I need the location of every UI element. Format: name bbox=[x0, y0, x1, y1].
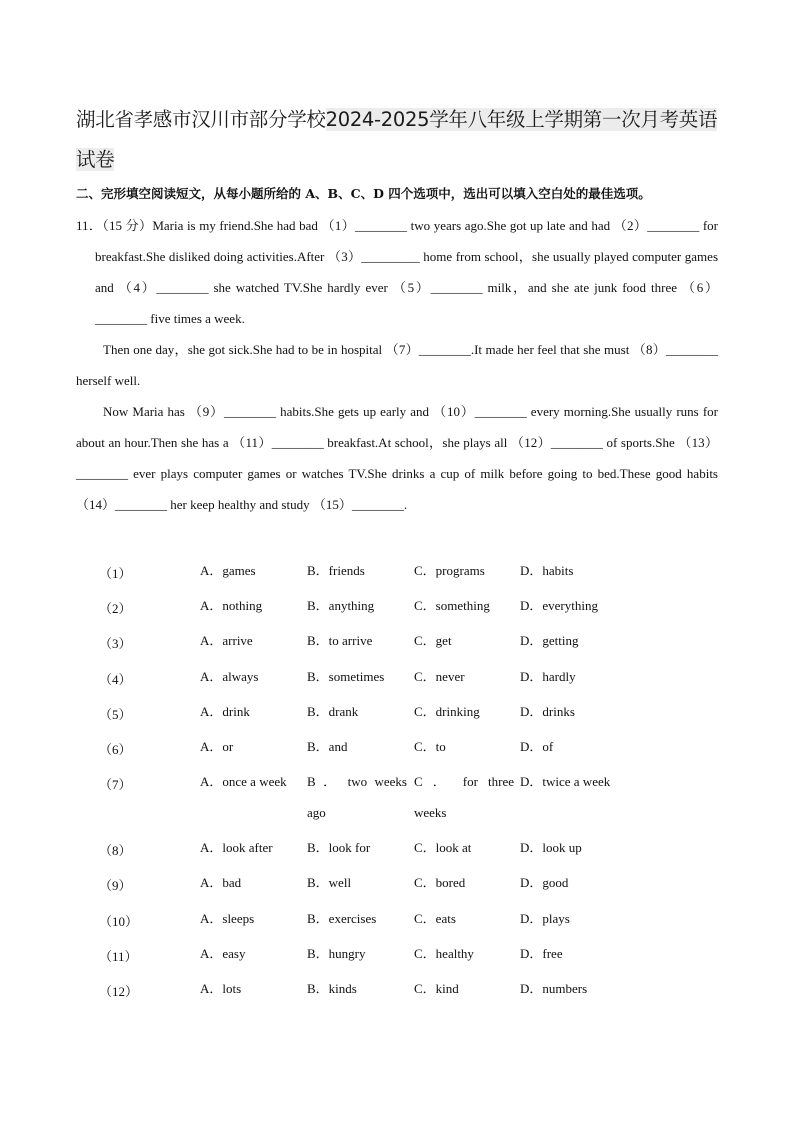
question-number: （10） bbox=[99, 913, 139, 929]
option-d: D．look up bbox=[520, 840, 582, 856]
option-b: B．and bbox=[307, 738, 348, 754]
option-d: D．plays bbox=[520, 910, 570, 926]
option-b: B．sometimes bbox=[307, 668, 385, 684]
option-a: A．easy bbox=[200, 945, 246, 961]
option-d: D．numbers bbox=[520, 980, 588, 996]
question-row-8 bbox=[99, 830, 719, 865]
option-d: D．drinks bbox=[520, 703, 575, 719]
exam-title bbox=[76, 100, 721, 180]
option-c: C．never bbox=[414, 668, 465, 684]
option-b: B．hungry bbox=[307, 945, 366, 961]
option-b: B．to arrive bbox=[307, 633, 373, 649]
question-number: （12） bbox=[99, 983, 139, 999]
option-a: A．drink bbox=[200, 703, 250, 719]
option-c: C．to bbox=[414, 738, 446, 754]
option-c: C．kind bbox=[414, 980, 459, 996]
option-b: B．friends bbox=[307, 563, 365, 578]
passage-paragraph-1: 11．（15 分）Maria is my friend.She had bad （1）________ two years ago.She got up late and had （2）________ for breakfast.She disliked doing activities.After （3）_________ home from school，she usually played computer games and （4）________ she watched TV.She hardly ever （5）________ milk，and she ate junk food three （6）________ five times a week. bbox=[76, 218, 718, 326]
question-row-1 bbox=[99, 553, 719, 588]
question-row-3 bbox=[99, 623, 719, 658]
option-a: A．games bbox=[200, 563, 256, 578]
option-c: C．get bbox=[414, 633, 452, 649]
question-number: （7） bbox=[99, 777, 132, 793]
option-c: C．programs bbox=[414, 563, 485, 578]
question-number: （1） bbox=[99, 566, 132, 581]
question-number: （3） bbox=[99, 636, 132, 652]
title-part-1: 湖北省孝感市汉川市部分学校 bbox=[76, 108, 326, 131]
option-c: C．drinking bbox=[414, 703, 480, 719]
option-d: D．of bbox=[520, 738, 554, 754]
option-a: A．look after bbox=[200, 840, 273, 856]
option-a: A．nothing bbox=[200, 598, 263, 614]
option-b: B．well bbox=[307, 875, 352, 891]
option-b: B．anything bbox=[307, 598, 375, 614]
options-table bbox=[99, 553, 719, 1006]
option-d: D．twice a week bbox=[520, 774, 611, 790]
option-c: C．eats bbox=[414, 910, 456, 926]
option-d: D．good bbox=[520, 875, 569, 891]
option-c: C ． for three weeks bbox=[414, 774, 514, 821]
passage-paragraph-2: Then one day，she got sick.She had to be in hospital （7）________.It made her feel that she must （8）________ herself well. bbox=[76, 342, 718, 388]
question-row-4 bbox=[99, 659, 719, 694]
option-b: B．drank bbox=[307, 703, 359, 719]
option-b: B．look for bbox=[307, 840, 371, 856]
option-d: D．everything bbox=[520, 598, 598, 614]
reading-passage bbox=[76, 210, 718, 520]
question-row-7 bbox=[99, 764, 719, 830]
passage-paragraph-3: Now Maria has （9）________ habits.She gets up early and （10）________ every morning.She usually runs for about an hour.Then she has a （11）________ breakfast.At school，she plays all （12）________ of sports.She （13）________ ever plays computer games or watches TV.She drinks a cup of milk before going to bed.These good habits （14）________ her keep healthy and study （15）________. bbox=[76, 404, 718, 512]
question-row-11 bbox=[99, 936, 719, 971]
option-c: C．look at bbox=[414, 840, 472, 856]
option-b: B．exercises bbox=[307, 910, 377, 926]
option-d: D．habits bbox=[520, 563, 574, 578]
question-row-10 bbox=[99, 901, 719, 936]
option-c: C．something bbox=[414, 598, 490, 614]
option-d: D．hardly bbox=[520, 668, 576, 684]
section-heading: 二、完形填空阅读短文，从每小题所给的 A、B、C、D 四个选项中，选出可以填入空白处的最佳选项。 bbox=[76, 186, 651, 201]
question-number: （8） bbox=[99, 843, 132, 859]
option-c: C．bored bbox=[414, 875, 466, 891]
question-row-2 bbox=[99, 588, 719, 623]
title-part-2: 2024-2025 bbox=[325, 108, 430, 131]
question-row-5 bbox=[99, 694, 719, 729]
question-number: （4） bbox=[99, 671, 132, 687]
question-number: （6） bbox=[99, 741, 132, 757]
option-a: A．always bbox=[200, 668, 259, 684]
option-b: B．kinds bbox=[307, 980, 357, 996]
question-row-6 bbox=[99, 729, 719, 764]
option-a: A．sleeps bbox=[200, 910, 255, 926]
question-number: （9） bbox=[99, 878, 132, 894]
title-part-3: 学年八年级上学期第一次月考英语试卷 bbox=[76, 108, 718, 171]
option-d: D．getting bbox=[520, 633, 579, 649]
question-number: （11） bbox=[99, 948, 138, 964]
question-number: （2） bbox=[99, 601, 132, 617]
option-a: A．arrive bbox=[200, 633, 253, 649]
question-number: （5） bbox=[99, 706, 132, 722]
option-b: B ． two weeks ago bbox=[307, 774, 407, 821]
option-a: A．lots bbox=[200, 980, 242, 996]
option-c: C．healthy bbox=[414, 945, 474, 961]
option-a: A．or bbox=[200, 738, 234, 754]
question-row-9 bbox=[99, 865, 719, 900]
option-a: A．once a week bbox=[200, 774, 287, 790]
option-d: D．free bbox=[520, 945, 563, 961]
question-row-12 bbox=[99, 971, 719, 1006]
option-a: A．bad bbox=[200, 875, 242, 891]
